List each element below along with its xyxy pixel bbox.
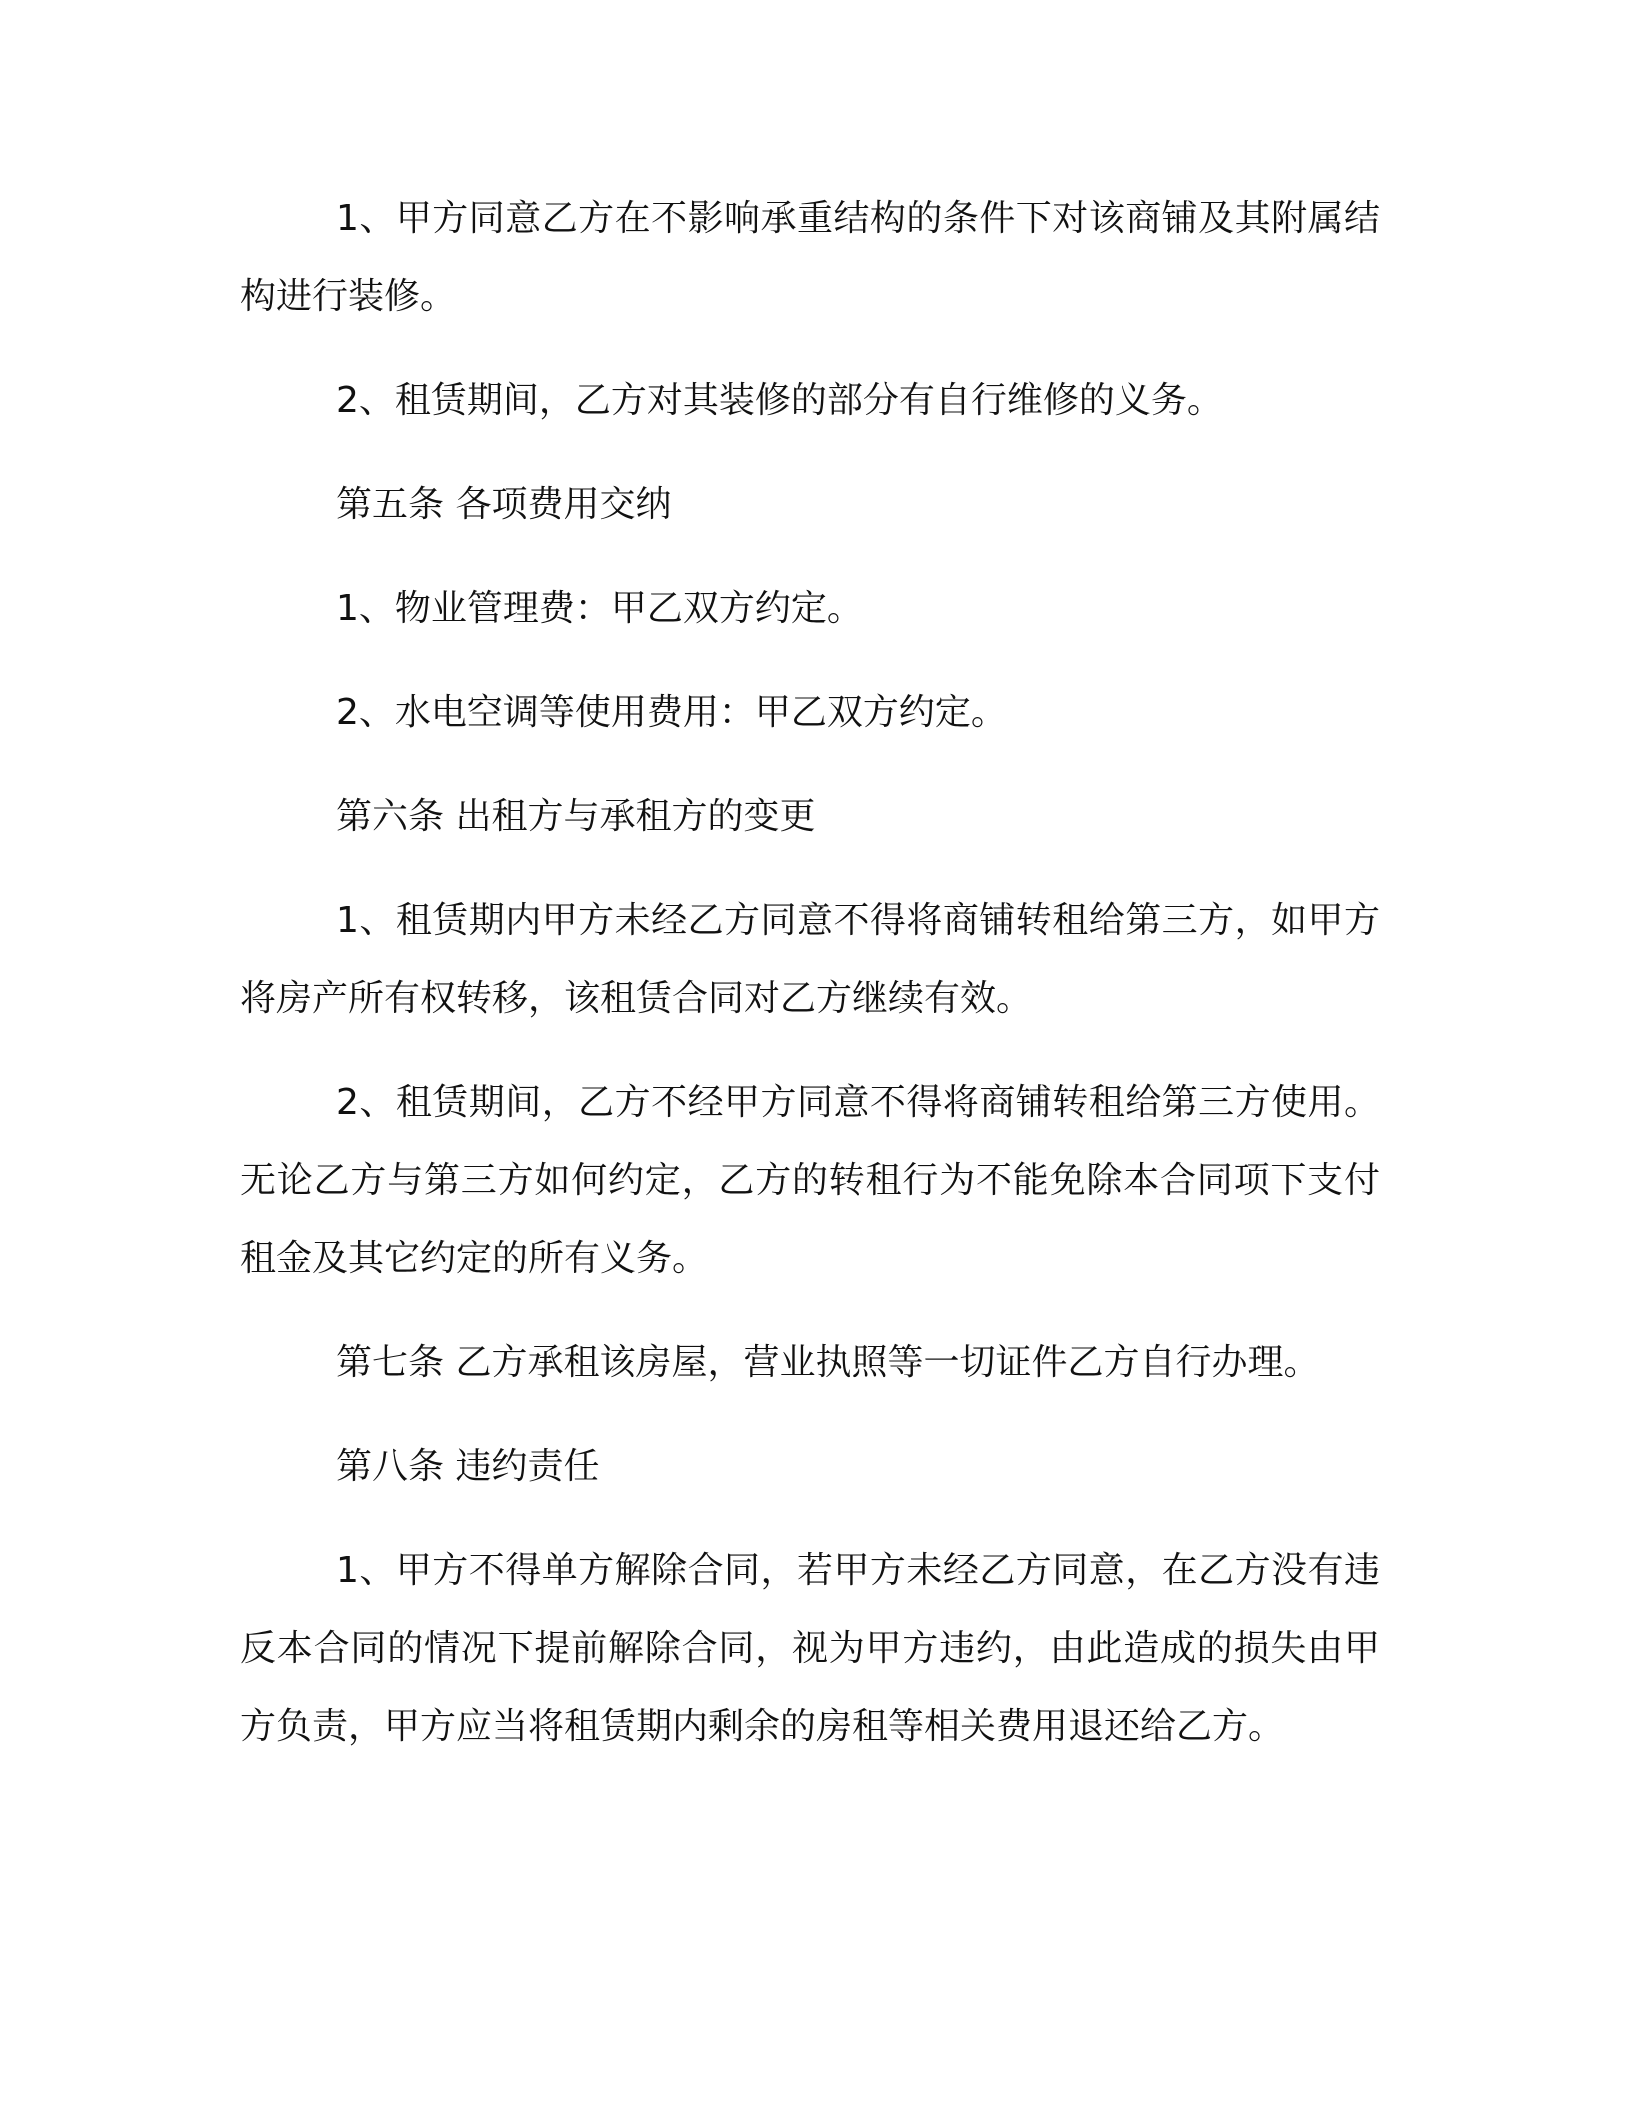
clause-5-heading: 第五条 各项费用交纳 bbox=[336, 484, 672, 525]
clause-5-item-1: 1、物业管理费：甲乙双方约定。 bbox=[336, 588, 863, 629]
clause-5-item-2: 2、水电空调等使用费用：甲乙双方约定。 bbox=[336, 692, 1007, 733]
clause-6-heading: 第六条 出租方与承租方的变更 bbox=[336, 796, 816, 837]
clause-6-item-1: 1、租赁期内甲方未经乙方同意不得将商铺转租给第三方，如甲方将房产所有权转移，该租赁合同对乙方继续有效。 bbox=[240, 900, 1380, 1019]
clause-8-heading: 第八条 违约责任 bbox=[336, 1446, 600, 1487]
clause-4-item-2: 2、租赁期间，乙方对其装修的部分有自行维修的义务。 bbox=[336, 380, 1223, 421]
document-page bbox=[240, 180, 1380, 1792]
clause-8-item-1: 1、甲方不得单方解除合同，若甲方未经乙方同意，在乙方没有违反本合同的情况下提前解除合同，视为甲方违约，由此造成的损失由甲方负责，甲方应当将租赁期内剩余的房租等相关费用退还给乙方。 bbox=[240, 1550, 1380, 1747]
clause-4-item-1: 1、甲方同意乙方在不影响承重结构的条件下对该商铺及其附属结构进行装修。 bbox=[240, 198, 1380, 317]
clause-7: 第七条 乙方承租该房屋，营业执照等一切证件乙方自行办理。 bbox=[336, 1342, 1320, 1383]
clause-6-item-2: 2、租赁期间，乙方不经甲方同意不得将商铺转租给第三方使用。无论乙方与第三方如何约定，乙方的转租行为不能免除本合同项下支付租金及其它约定的所有义务。 bbox=[240, 1082, 1380, 1279]
